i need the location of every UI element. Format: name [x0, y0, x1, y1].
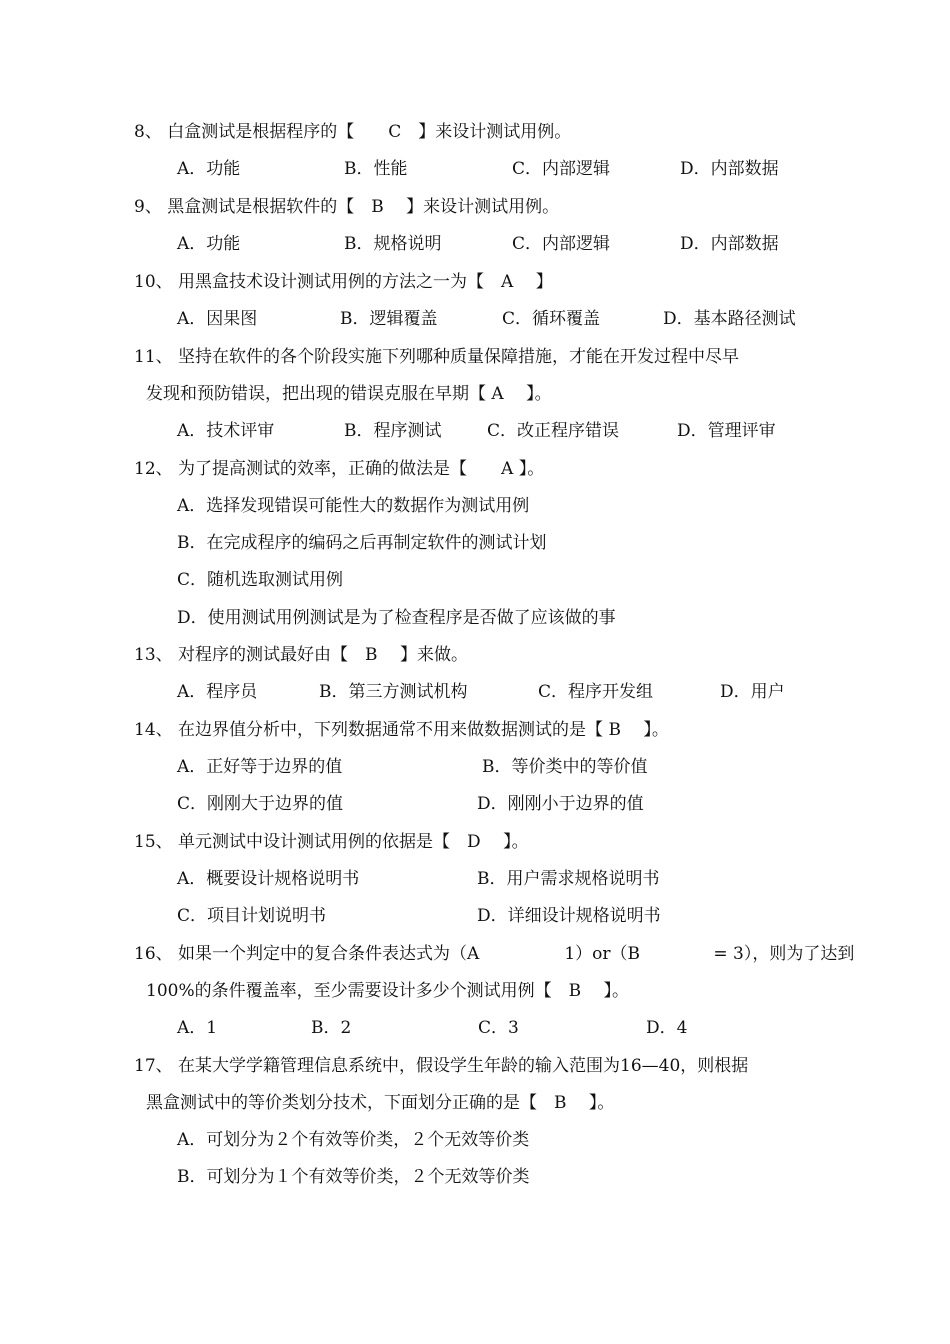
option-b: B．程序测试 — [344, 421, 442, 441]
option-c: C．内部逻辑 — [512, 234, 611, 254]
option-b: B．2 — [311, 1018, 352, 1038]
option-d: D．使用测试用例测试是为了检查程序是否做了应该做的事 — [177, 608, 616, 628]
question-text: 在某大学学籍管理信息系统中，假设学生年龄的输入范围为16—40，则根据 — [178, 1056, 749, 1076]
question-continuation: 黑盒测试中的等价类划分技术，下面划分正确的是【 B 】。 — [146, 1093, 615, 1113]
question-number: 17、 — [134, 1056, 173, 1076]
question-text: 黑盒测试是根据软件的【 B 】来设计测试用例。 — [167, 197, 560, 217]
question-9 — [134, 196, 559, 218]
option-a: A．可划分为２个有效等价类，２个无效等价类 — [177, 1130, 530, 1150]
option-a: A．技术评审 — [177, 421, 275, 441]
option-a: A．选择发现错误可能性大的数据作为测试用例 — [177, 496, 530, 516]
option-c: C．内部逻辑 — [512, 159, 611, 179]
option-c: C．刚刚大于边界的值 — [177, 794, 344, 814]
option-c: C．循环覆盖 — [502, 309, 601, 329]
question-17 — [134, 1055, 748, 1077]
option-c: C．改正程序错误 — [487, 421, 620, 441]
question-text: 为了提高测试的效率，正确的做法是【 A 】。 — [178, 459, 545, 479]
question-15 — [134, 831, 529, 853]
question-number: 11、 — [134, 347, 173, 367]
question-13 — [134, 644, 468, 666]
question-10 — [134, 271, 553, 293]
option-d: D．内部数据 — [680, 159, 779, 179]
question-number: 12、 — [134, 459, 173, 479]
option-c: C．程序开发组 — [538, 682, 654, 702]
option-d: D．基本路径测试 — [663, 309, 796, 329]
question-text: 如果一个判定中的复合条件表达式为（A 1）or（B = 3），则为了达到 — [178, 944, 855, 964]
question-12 — [134, 458, 544, 480]
option-b: B．第三方测试机构 — [319, 682, 468, 702]
question-text: 用黑盒技术设计测试用例的方法之一为【 A 】 — [178, 272, 553, 292]
option-a: A．1 — [177, 1018, 218, 1038]
option-b: B．在完成程序的编码之后再制定软件的测试计划 — [177, 533, 547, 553]
option-a: A．功能 — [177, 159, 241, 179]
option-a: A．程序员 — [177, 682, 258, 702]
question-number: 16、 — [134, 944, 173, 964]
question-text: 坚持在软件的各个阶段实施下列哪种质量保障措施，才能在开发过程中尽早 — [178, 347, 740, 367]
question-number: 13、 — [134, 645, 173, 665]
option-a: A．正好等于边界的值 — [177, 757, 343, 777]
option-a: A．功能 — [177, 234, 241, 254]
question-8 — [134, 121, 571, 143]
option-d: D．刚刚小于边界的值 — [477, 794, 644, 814]
option-b: B．性能 — [344, 159, 408, 179]
option-b: B．规格说明 — [344, 234, 442, 254]
option-c: C．随机选取测试用例 — [177, 570, 344, 590]
option-d: D．详细设计规格说明书 — [477, 906, 661, 926]
option-b: B．可划分为１个有效等价类，２个无效等价类 — [177, 1167, 530, 1187]
option-d: D．用户 — [720, 682, 785, 702]
option-c: C．项目计划说明书 — [177, 906, 327, 926]
question-text: 白盒测试是根据程序的【 C 】来设计测试用例。 — [167, 122, 572, 142]
option-d: D．管理评审 — [677, 421, 776, 441]
question-continuation: 发现和预防错误，把出现的错误克服在早期【 A 】。 — [146, 384, 552, 404]
question-number: 14、 — [134, 720, 173, 740]
question-16 — [134, 943, 854, 965]
question-number: 15、 — [134, 832, 173, 852]
option-d: D．内部数据 — [680, 234, 779, 254]
option-d: D．4 — [646, 1018, 688, 1038]
question-text: 单元测试中设计测试用例的依据是【 D 】。 — [178, 832, 529, 852]
question-text: 在边界值分析中，下列数据通常不用来做数据测试的是【 B 】。 — [178, 720, 669, 740]
question-number: 10、 — [134, 272, 173, 292]
question-number: 8、 — [134, 122, 162, 142]
option-a: A．概要设计规格说明书 — [177, 869, 360, 889]
option-b: B．等价类中的等价值 — [482, 757, 648, 777]
option-b: B．逻辑覆盖 — [340, 309, 438, 329]
question-text: 对程序的测试最好由【 B 】来做。 — [178, 645, 468, 665]
question-14 — [134, 719, 669, 741]
question-continuation: 100%的条件覆盖率，至少需要设计多少个测试用例【 B 】。 — [146, 981, 629, 1001]
option-c: C．3 — [478, 1018, 519, 1038]
question-11 — [134, 346, 739, 368]
option-b: B．用户需求规格说明书 — [477, 869, 660, 889]
option-a: A．因果图 — [177, 309, 258, 329]
question-number: 9、 — [134, 197, 162, 217]
